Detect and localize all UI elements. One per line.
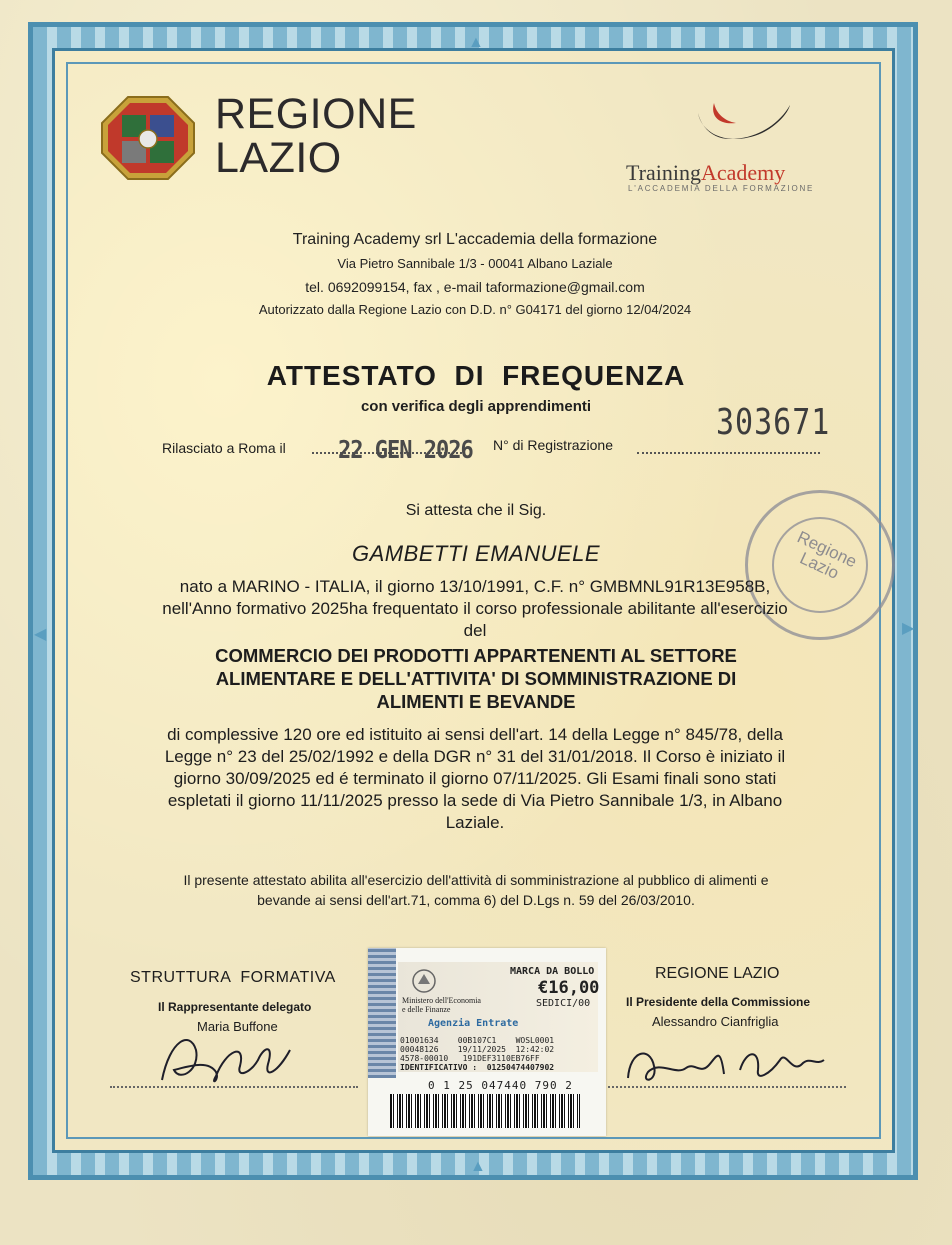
institution-contacts: tel. 0692099154, fax , e-mail taformazione@gmail.com [305, 279, 645, 295]
certificate-subtitle: con verifica degli apprendimenti [360, 398, 592, 415]
revenue-stamp-denomination: SEDICI/00 [536, 998, 591, 1009]
revenue-stamp-ministry: Ministero dell'Economia e delle Finanze [402, 996, 481, 1014]
right-signature-line [596, 1086, 846, 1088]
left-signature-name: Maria Buffone [197, 1019, 278, 1034]
registration-number: 303671 [716, 401, 831, 444]
left-signature-heading: STRUTTURA FORMATIVA [130, 969, 336, 986]
right-signature-heading: REGIONE LAZIO [655, 965, 780, 982]
regione-lazio-emblem [100, 95, 196, 181]
revenue-stamp-hologram [368, 948, 396, 1078]
revenue-stamp-identifier: IDENTIFICATIVO : 01250474407902 [400, 1063, 555, 1072]
registration-line [637, 452, 820, 454]
revenue-stamp-body [398, 962, 598, 1072]
revenue-agency-logo: Agenzia Entrate [428, 1018, 519, 1029]
academy-tagline: L'ACCADEMIA DELLA FORMAZIONE [628, 184, 815, 193]
italian-republic-emblem-icon [404, 966, 444, 996]
course-details-paragraph: di complessive 120 ore ed istituito ai sensi dell'art. 14 della Legge n° 845/78, della Legge n° 23 del 25/02/1992 e della DGR n° 31 del 31/01/2018. Il Corso è iniziato il giorno 30/09/2025 ed é terminato il giorno 07/11/2025. Gli Esami finali sono stati espletati il giorno 11/11/2025 presso la sede di Via Pietro Sannibale 1/3, in Albano Laziale. [164, 725, 786, 832]
triangle-right-icon: ▶ [902, 620, 915, 637]
right-handwritten-signature [620, 1030, 830, 1090]
barcode [390, 1094, 580, 1128]
left-handwritten-signature [150, 1020, 310, 1095]
institution-address: Via Pietro Sannibale 1/3 - 00041 Albano Laziale [337, 256, 613, 271]
revenue-stamp [368, 948, 606, 1136]
training-academy-logo-icon [680, 95, 800, 165]
holder-name: GAMBETTI EMANUELE [351, 541, 601, 566]
revenue-stamp-amount: €16,00 [538, 978, 600, 998]
revenue-stamp-code-3: 4578-00010 191DEF3110EB76FF [400, 1054, 540, 1063]
left-signature-role: Il Rappresentante delegato [158, 1000, 312, 1014]
issued-label: Rilasciato a Roma il [162, 440, 286, 456]
triangle-up-icon: ▲ [468, 34, 484, 51]
triangle-left-icon: ◀ [34, 626, 47, 643]
triangle-up-icon: ▲ [470, 1158, 486, 1175]
institution-name: Training Academy srl L'accademia della formazione [292, 231, 658, 248]
certificate-title: ATTESTATO DI FREQUENZA [266, 360, 686, 391]
revenue-stamp-code-1: 01001634 00B107C1 WOSL0001 [400, 1036, 555, 1045]
institution-authorization: Autorizzato dalla Regione Lazio con D.D. n° G04171 del giorno 12/04/2024 [258, 302, 692, 317]
revenue-stamp-label: MARCA DA BOLLO [510, 966, 595, 977]
left-signature-line [110, 1086, 358, 1088]
right-signature-name: Alessandro Cianfriglia [652, 1014, 779, 1029]
right-signature-role: Il Presidente della Commissione [626, 995, 811, 1009]
course-title: COMMERCIO DEI PRODOTTI APPARTENENTI AL SETTORE ALIMENTARE E DELL'ATTIVITA' DI SOMMINISTRAZIONE DI ALIMENTI E BEVANDE [215, 645, 737, 712]
academy-name: TrainingAcademy [626, 160, 786, 185]
barcode-digits: 0 1 25 047440 790 2 [428, 1079, 573, 1092]
region-title: REGIONE LAZIO [215, 90, 417, 182]
registration-label: N° di Registrazione [493, 437, 613, 453]
revenue-stamp-code-2: 00048126 19/11/2025 12:42:02 [400, 1045, 555, 1054]
attest-line: Si attesta che il Sig. [405, 502, 547, 519]
holder-details-paragraph: nato a MARINO - ITALIA, il giorno 13/10/1991, C.F. n° GMBMNL91R13E958B, nell'Anno formativo 2025ha frequentato il corso professionale abilitante all'esercizio del [162, 577, 788, 640]
official-stamp-text: Regione Lazio [794, 527, 860, 583]
legal-note: Il presente attestato abilita all'esercizio dell'attività di somministrazione al pubblico di alimenti e bevande ai sensi dell'art.71, comma 6) del D.Lgs n. 59 del 26/03/2010. [183, 872, 769, 908]
issued-date: 22 GEN 2026 [338, 436, 473, 465]
